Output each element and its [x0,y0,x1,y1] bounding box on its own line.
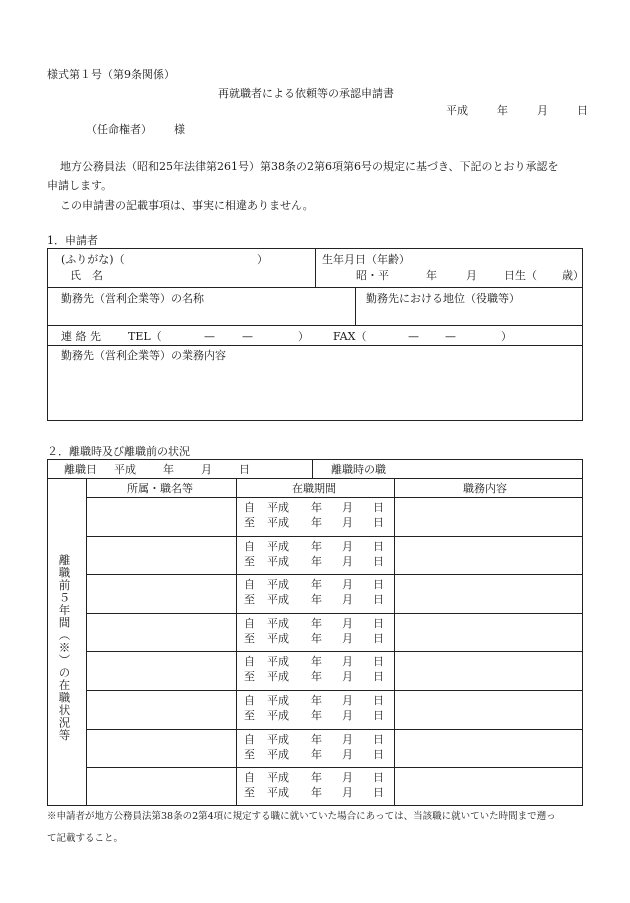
period-to-line [244,670,384,683]
period-era: 平成 [267,540,289,553]
divider [236,478,237,806]
birthdate-line [356,269,584,282]
period-day: 日 [373,748,384,761]
period-to-line [244,555,384,568]
period-day: 日 [373,540,384,553]
period-day: 日 [373,617,384,630]
age-suffix: 歳） [562,269,584,282]
period-day: 日 [373,516,384,529]
furigana-close: ） [257,253,268,266]
period-day: 日 [373,578,384,591]
retire-era: 平成 [114,463,136,476]
period-year: 年 [311,771,322,784]
period-year: 年 [311,593,322,606]
document-title: 再就職者による依頼等の承認申請書 [218,87,394,100]
period-year: 年 [311,786,322,799]
period-to: 至 [244,786,255,799]
period-year: 年 [311,694,322,707]
period-era: 平成 [267,578,289,591]
period-from-line [244,771,384,784]
period-era: 平成 [267,655,289,668]
date-era: 平成 [446,104,468,117]
addressee: （任命権者） [86,123,152,136]
period-day: 日 [373,694,384,707]
period-to-line [244,748,384,761]
period-month: 月 [342,555,353,568]
period-day: 日 [373,593,384,606]
divider [86,613,583,614]
period-from: 自 [244,540,255,553]
date-month: 月 [537,104,548,117]
period-month: 月 [342,516,353,529]
divider [394,478,395,806]
business-label: 勤務先（営利企業等）の業務内容 [61,349,226,362]
period-month: 月 [342,540,353,553]
footnote-line-1: ※申請者が地方公務員法第38条の2第4項に規定する職に就いていた場合にあっては、当該職に就いていた時間まで遡っ [47,811,556,822]
employer-name-label: 勤務先（営利企業等）の名称 [61,292,204,305]
period-day: 日 [373,655,384,668]
divider [355,287,356,325]
divider [86,729,583,730]
period-month: 月 [342,748,353,761]
section2-heading: ２．離職時及び離職前の状況 [47,445,190,458]
period-era: 平成 [267,555,289,568]
divider [86,574,583,575]
tel-close: ） [298,330,309,343]
period-to-line [244,786,384,799]
period-day: 日 [373,670,384,683]
divider [86,478,87,806]
period-from-line [244,733,384,746]
period-era: 平成 [267,516,289,529]
divider [47,287,583,288]
period-to: 至 [244,748,255,761]
period-era: 平成 [267,694,289,707]
furigana-label: (ふりがな)（ [61,253,125,266]
period-day: 日 [373,733,384,746]
period-day: 日 [373,555,384,568]
period-month: 月 [342,771,353,784]
column-header-dept: 所属・職名等 [127,482,193,495]
period-year: 年 [311,501,322,514]
divider [86,767,583,768]
divider [47,478,583,479]
period-day: 日 [373,709,384,722]
period-to-line [244,516,384,529]
tel-label: TEL（ [128,330,162,343]
employer-position-label: 勤務先における地位（役職等） [366,292,520,305]
period-from-line [244,540,384,553]
period-era: 平成 [267,617,289,630]
period-year: 年 [311,733,322,746]
birthdate-label: 生年月日（年齢） [322,253,410,266]
addressee-honorific: 様 [174,123,185,136]
period-month: 月 [342,501,353,514]
date-year: 年 [497,104,508,117]
period-month: 月 [342,709,353,722]
period-from: 自 [244,771,255,784]
period-from: 自 [244,655,255,668]
period-month: 月 [342,632,353,645]
body-paragraph-1-line-1: 地方公務員法（昭和25年法律第261号）第38条の2第6項第6号の規定に基づき、下記のとおり承認を [60,160,559,173]
period-from: 自 [244,733,255,746]
period-era: 平成 [267,501,289,514]
period-era: 平成 [267,709,289,722]
period-day: 日 [373,501,384,514]
period-to: 至 [244,709,255,722]
period-month: 月 [342,694,353,707]
period-year: 年 [311,670,322,683]
period-year: 年 [311,516,322,529]
retire-date-label: 離職日 [64,463,97,476]
period-era: 平成 [267,748,289,761]
retire-post-label: 離職時の職 [331,463,386,476]
body-paragraph-1-line-2: 申請します。 [47,179,113,192]
divider [47,345,583,346]
fax-dash-2: — [445,330,456,343]
period-month: 月 [342,786,353,799]
column-header-period: 在職期間 [292,482,336,495]
period-from-line [244,617,384,630]
period-to: 至 [244,516,255,529]
period-year: 年 [311,617,322,630]
period-to-line [244,593,384,606]
fax-close: ） [501,330,512,343]
form-number: 様式第１号（第9条関係） [47,68,175,81]
period-to: 至 [244,555,255,568]
period-year: 年 [311,632,322,645]
period-year: 年 [311,555,322,568]
retire-month: 月 [201,463,212,476]
section1-heading: 1．申請者 [47,234,98,247]
column-header-duties: 職務内容 [463,482,507,495]
divider [86,690,583,691]
date-day: 日 [577,104,588,117]
period-year: 年 [311,540,322,553]
birthdate-era: 昭・平 [356,269,389,282]
footnote [47,806,587,850]
period-from-line [244,655,384,668]
period-month: 月 [342,617,353,630]
birthdate-year: 年 [426,269,437,282]
birthdate-month: 月 [466,269,477,282]
period-from: 自 [244,501,255,514]
period-from-line [244,694,384,707]
divider [86,536,583,537]
period-month: 月 [342,578,353,591]
retire-year: 年 [163,463,174,476]
side-label: 離職前５年間（※）の在職状況等 [57,554,72,742]
period-to: 至 [244,632,255,645]
period-from: 自 [244,617,255,630]
period-year: 年 [311,709,322,722]
period-year: 年 [311,655,322,668]
divider [312,459,313,478]
period-month: 月 [342,593,353,606]
period-era: 平成 [267,771,289,784]
fax-label: FAX（ [333,330,367,343]
period-era: 平成 [267,670,289,683]
divider [47,325,583,326]
period-from: 自 [244,578,255,591]
period-month: 月 [342,733,353,746]
divider [315,248,316,287]
period-era: 平成 [267,632,289,645]
period-from: 自 [244,694,255,707]
body-paragraph-2: この申請書の記載事項は、事実に相違ありません。 [60,199,314,212]
date-line [446,104,588,117]
period-month: 月 [342,655,353,668]
period-to: 至 [244,670,255,683]
period-to: 至 [244,593,255,606]
period-from-line [244,501,384,514]
period-year: 年 [311,578,322,591]
period-year: 年 [311,748,322,761]
fax-dash-1: — [408,330,419,343]
divider [86,497,583,498]
retire-date-line [64,463,250,476]
period-era: 平成 [267,733,289,746]
contact-label: 連 絡 先 [61,330,101,343]
period-day: 日 [373,632,384,645]
period-from-line [244,578,384,591]
period-to-line [244,632,384,645]
name-label: 氏 名 [70,269,103,282]
birthdate-suffix: 日生（ [504,269,537,282]
period-to-line [244,709,384,722]
period-era: 平成 [267,593,289,606]
period-day: 日 [373,771,384,784]
period-month: 月 [342,670,353,683]
divider [86,651,583,652]
tel-dash-2: — [242,330,253,343]
period-day: 日 [373,786,384,799]
footnote-line-2: て記載すること。 [47,833,124,844]
tel-dash-1: — [204,330,215,343]
period-era: 平成 [267,786,289,799]
retire-day: 日 [239,463,250,476]
